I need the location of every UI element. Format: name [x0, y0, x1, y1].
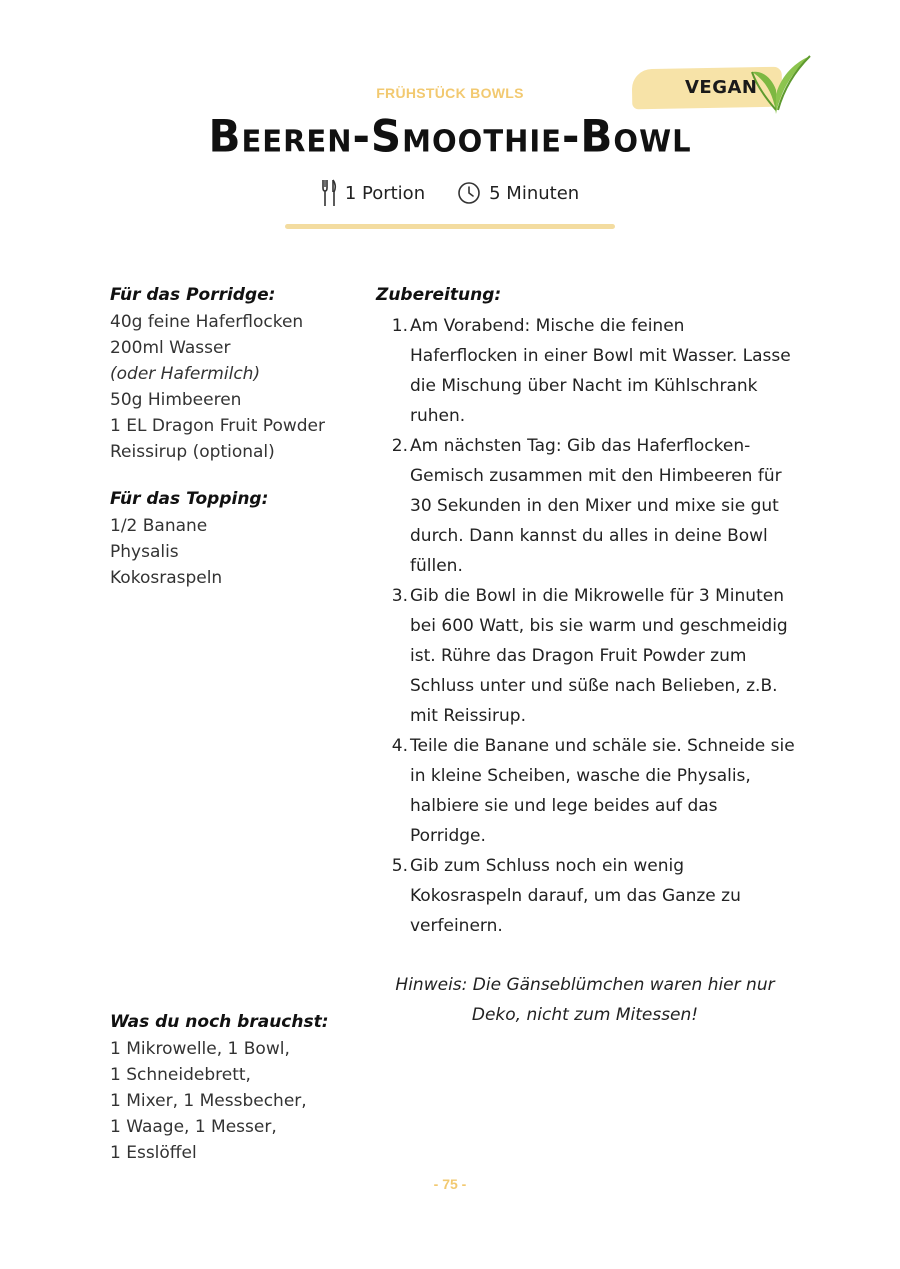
tools-heading: Was du noch brauchst: [110, 1012, 329, 1032]
ingredient-item: 1/2 Banane [110, 516, 208, 536]
step-item [376, 731, 796, 851]
step-text: Am nächsten Tag: Gib das Haferflocken-Gemisch zusammen mit den Himbeeren für 30 Sekunden in den Mixer und mixe sie gut durch. Dann kannst du alles in deine Bowl füllen. [410, 436, 782, 576]
title-underline [285, 224, 615, 229]
step-text: Gib die Bowl in die Mikrowelle für 3 Minuten bei 600 Watt, bis sie warm und geschmeidig ist. Rühre das Dragon Fruit Powder zum Schluss unter und süße nach Belieben, z.B. mit Reissirup. [410, 586, 788, 726]
tool-item: 1 Schneidebrett, [110, 1065, 251, 1085]
portion-info [321, 178, 425, 208]
tool-item: 1 Waage, 1 Messer, [110, 1117, 277, 1137]
hint-note: Hinweis: Die Gänseblümchen waren hier nur Deko, nicht zum Mitessen! [395, 975, 775, 1025]
ingredient-item: 1 EL Dragon Fruit Powder [110, 416, 325, 436]
step-number: 1. [391, 316, 408, 336]
ingredient-item: Reissirup (optional) [110, 442, 275, 462]
step-number: 2. [391, 436, 408, 456]
portion-text: 1 Portion [344, 182, 426, 204]
tool-item: 1 Mixer, 1 Messbecher, [110, 1091, 307, 1111]
step-number: 5. [391, 856, 408, 876]
vegan-badge [630, 50, 820, 120]
ingredient-item: Kokosraspeln [110, 568, 223, 588]
time-info [457, 178, 579, 208]
category-label: FRÜHSTÜCK BOWLS [376, 85, 524, 101]
time-text: 5 Minuten [489, 182, 580, 204]
step-text: Teile die Banane und schäle sie. Schneide sie in kleine Scheiben, wasche die Physalis, halbiere sie und lege beides auf das Porridge. [410, 736, 795, 846]
porridge-heading: Für das Porridge: [110, 285, 276, 305]
step-number: 4. [391, 736, 408, 756]
cutlery-icon [321, 178, 337, 208]
badge-label: VEGAN [685, 77, 758, 98]
step-item [376, 581, 796, 731]
recipe-title: Beeren-Smoothie-Bowl [208, 110, 692, 163]
ingredient-item: Physalis [110, 542, 179, 562]
clock-icon [457, 181, 481, 205]
ingredient-item: 50g Himbeeren [110, 390, 242, 410]
preparation-section [376, 285, 796, 941]
step-item [376, 311, 796, 431]
step-item [376, 851, 796, 941]
step-text: Gib zum Schluss noch ein wenig Kokosraspeln darauf, um das Ganze zu verfeinern. [410, 856, 741, 936]
step-number: 3. [391, 586, 408, 606]
tools-section [110, 1012, 370, 1166]
tool-item: 1 Mikrowelle, 1 Bowl, [110, 1039, 290, 1059]
page-number: - 75 - [433, 1176, 467, 1192]
ingredients-section [110, 285, 360, 591]
leaf-icon [742, 50, 814, 116]
steps-list [376, 311, 796, 941]
ingredient-note: (oder Hafermilch) [110, 364, 261, 384]
ingredient-item: 40g feine Haferflocken [110, 312, 304, 332]
step-item [376, 431, 796, 581]
preparation-heading: Zubereitung: [376, 285, 502, 305]
tool-item: 1 Esslöffel [110, 1143, 197, 1163]
recipe-meta [0, 178, 900, 208]
ingredient-item: 200ml Wasser [110, 338, 231, 358]
step-text: Am Vorabend: Mische die feinen Haferflocken in einer Bowl mit Wasser. Lasse die Mischung über Nacht im Kühlschrank ruhen. [410, 316, 791, 426]
topping-heading: Für das Topping: [110, 489, 269, 509]
